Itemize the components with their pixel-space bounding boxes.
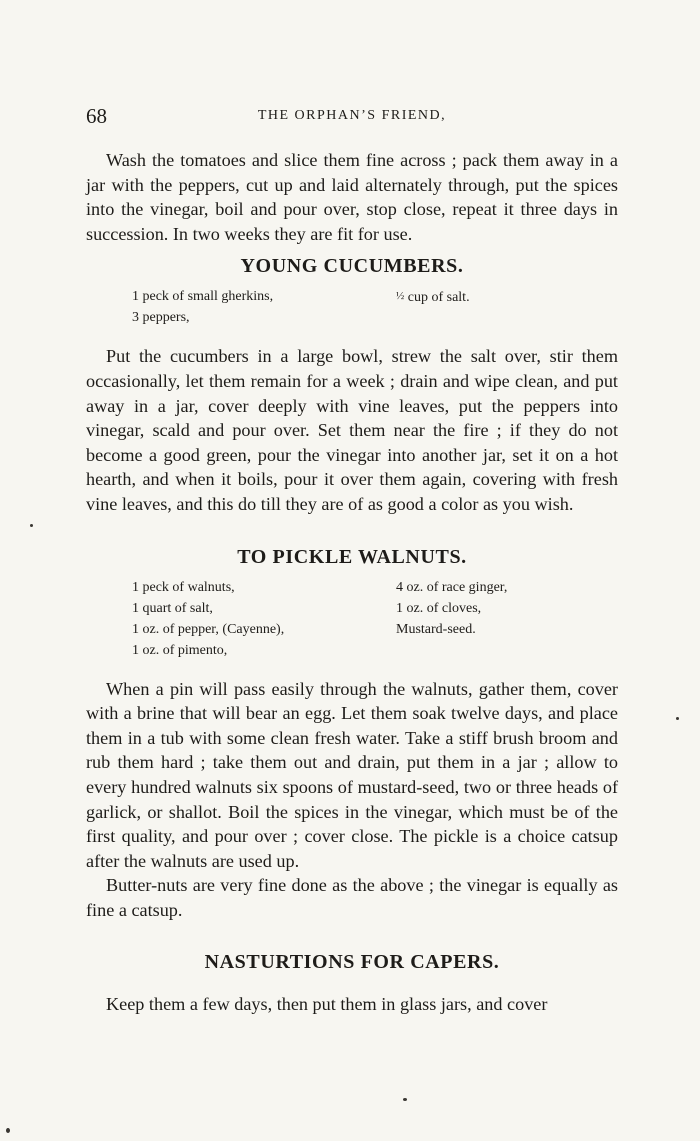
ingredient-item: 1 peck of small gherkins,	[132, 289, 274, 305]
recipe-paragraph-pickle-walnuts: When a pin will pass easily through the walnuts, gather them, cover with a brine that will bear an egg. Let them soak twelve days, and place them in a tub with some clean fresh water. Take a stiff brush broom and rub them hard ; take them out and drain, put them in a jar ; allow to every hundred walnuts six spoons of mustard-seed, two or three heads of garlick, or shallot. Boil the spices in the vinegar, which must be of the first quality, and pour over ; cover close. The pickle is a choice catsup after the walnuts are used up.	[86, 678, 618, 871]
print-speck	[403, 1098, 407, 1101]
ingredients-left-column	[132, 286, 396, 328]
print-speck	[676, 717, 679, 720]
page-number: 68	[86, 104, 107, 128]
ingredients-right-column	[396, 577, 596, 661]
ingredients-right-column	[396, 286, 596, 328]
ingredient-item: 1 oz. of cloves,	[396, 600, 482, 616]
running-title: THE ORPHAN’S FRIEND,	[257, 108, 447, 123]
recipe-paragraph-butter-nuts: Butter-nuts are very fine done as the above ; the vinegar is equally as fine a catsup.	[86, 875, 618, 920]
ingredients-young-cucumbers	[132, 286, 618, 328]
ingredient-item: 1 quart of salt,	[132, 600, 213, 616]
ingredient-item: 1 oz. of pepper, (Cayenne),	[132, 621, 285, 637]
page-content	[86, 104, 618, 1017]
ingredient-item: 1 oz. of pimento,	[132, 642, 228, 658]
ingredient-item: Mustard-seed.	[396, 621, 476, 637]
recipe-title-young-cucumbers: YOUNG CUCUMBERS.	[240, 255, 464, 278]
ingredient-text: cup of salt.	[407, 290, 470, 306]
ingredients-pickle-walnuts	[132, 577, 618, 661]
print-speck	[30, 524, 33, 527]
recipe-paragraph-nasturtions: Keep them a few days, then put them in glass jars, and cover	[106, 994, 548, 1015]
running-head	[86, 104, 618, 134]
recipe-title-nasturtions: NASTURTIONS FOR CAPERS.	[204, 951, 500, 974]
ingredient-item: 3 peppers,	[132, 310, 190, 326]
ingredient-fraction: ½	[396, 290, 405, 303]
ingredients-left-column	[132, 577, 396, 661]
recipe-paragraph-young-cucumbers: Put the cucumbers in a large bowl, strew the salt over, stir them occasionally, let them remain for a week ; drain and wipe clean, and put away in a jar, cover deeply with vine leaves, put the peppers into vinegar, scald and pour over. Set them near the fire ; if they do not become a good green, pour the vinegar into another jar, set it on a hot hearth, and when it boils, pour it over them again, covering with fresh vine leaves, and this do till they are of as good a color as you wish.	[86, 346, 618, 514]
recipe-title-pickle-walnuts: TO PICKLE WALNUTS.	[237, 545, 467, 568]
print-speck	[6, 1128, 10, 1133]
ingredient-item: 1 peck of walnuts,	[132, 579, 235, 595]
ingredient-item: 4 oz. of race ginger,	[396, 579, 508, 595]
intro-paragraph: Wash the tomatoes and slice them fine across ; pack them away in a jar with the peppers, cut up and laid alternately through, put the spices into the vinegar, boil and pour over, stop close, repeat it three days in succession. In two weeks they are fit for use.	[86, 150, 618, 244]
ingredient-item	[396, 286, 596, 308]
